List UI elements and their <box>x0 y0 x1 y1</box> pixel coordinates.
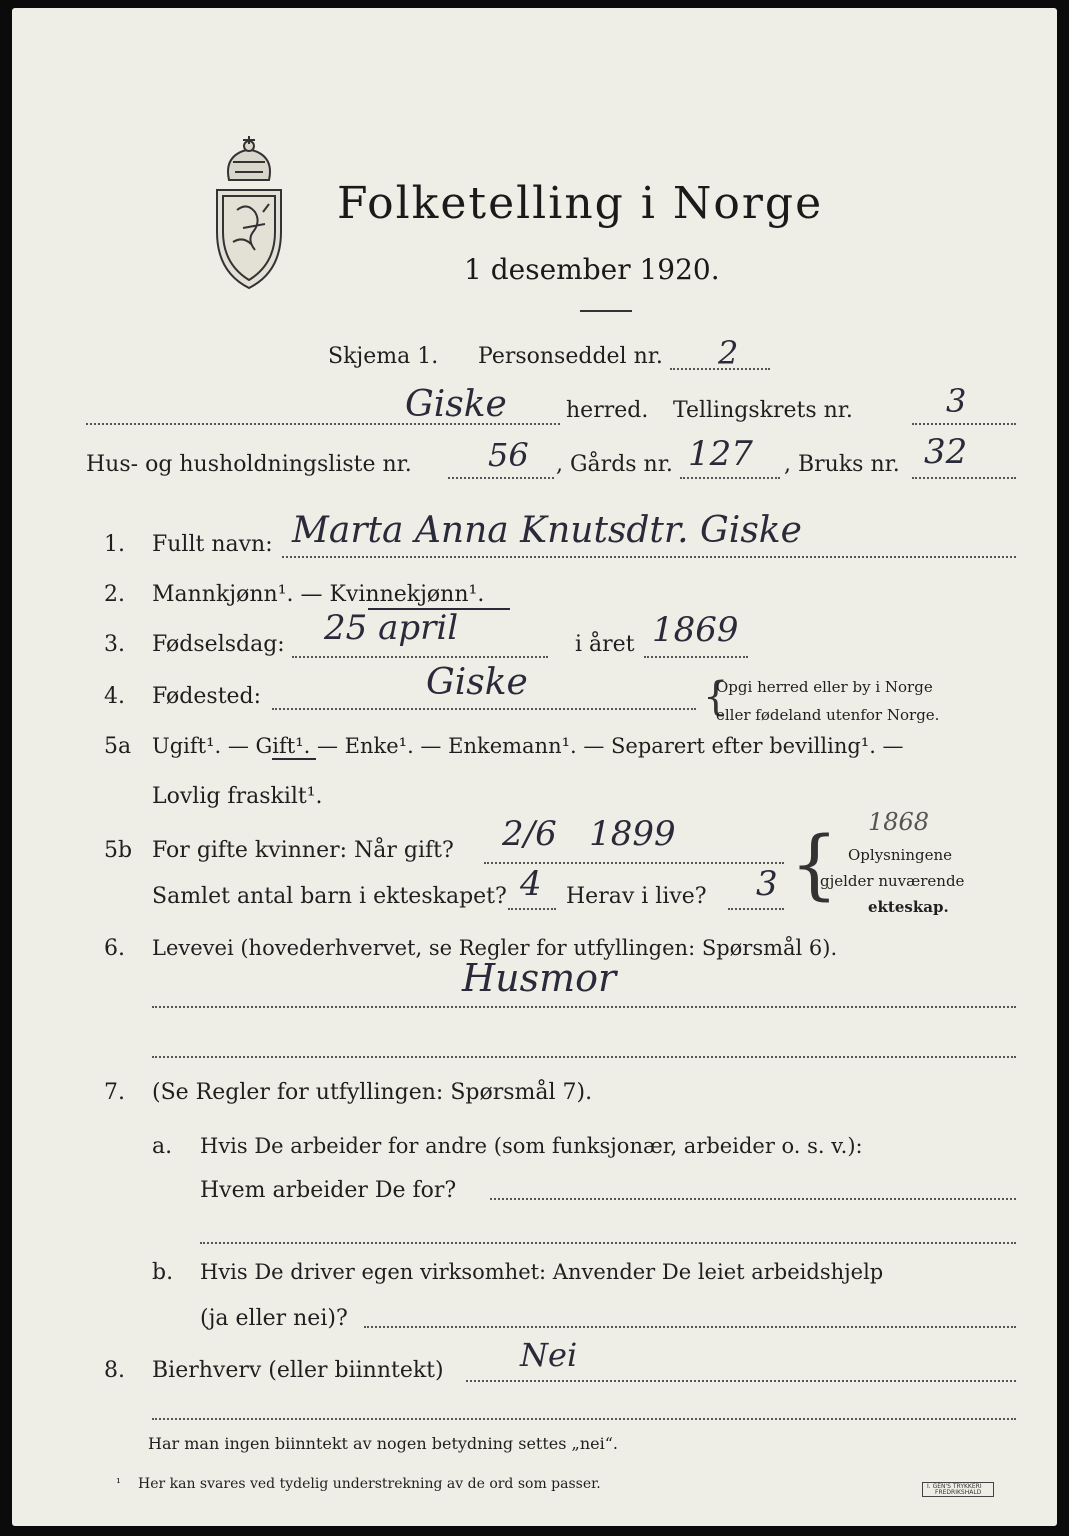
husliste-label: Hus- og husholdningsliste nr. <box>86 452 412 477</box>
q4-value: Giske <box>426 662 528 703</box>
bruks-field-line <box>912 477 1016 479</box>
q8-number: 8. <box>104 1358 125 1383</box>
q1-label: Fullt navn: <box>152 532 273 557</box>
printer-stamp-line1: I. GEN'S TRYKKERI <box>927 1483 982 1490</box>
bruks-value: 32 <box>924 432 968 472</box>
q5a-number: 5a <box>104 734 132 759</box>
q5b-children-field-line <box>508 908 556 910</box>
q5b-alive-value: 3 <box>756 864 778 904</box>
q2-label: Mannkjønn¹. — Kvinnekjønn¹. <box>152 582 485 607</box>
q1-number: 1. <box>104 532 125 557</box>
q8-field-line <box>466 1380 1016 1382</box>
q7b-letter: b. <box>152 1260 174 1285</box>
q7a-label-line2: Hvem arbeider De for? <box>200 1178 457 1203</box>
census-date: 1 desember 1920. <box>464 253 720 286</box>
form-title: Folketelling i Norge <box>337 178 824 229</box>
title-divider <box>580 310 632 312</box>
herred-value: Giske <box>405 384 507 425</box>
tellingskrets-field-line <box>912 423 1016 425</box>
q5b-value: 2/6 1899 <box>502 814 676 854</box>
q3-year-value: 1869 <box>652 610 739 650</box>
q4-note-line1: Opgi herred eller by i Norge <box>716 678 933 696</box>
q8-note: Har man ingen biinntekt av nogen betydning settes „nei“. <box>148 1434 618 1453</box>
q7a-letter: a. <box>152 1134 173 1159</box>
q6-field-line-1 <box>152 1006 1016 1008</box>
q3-year-label: i året <box>575 632 635 657</box>
q7b-field-line <box>364 1326 1016 1328</box>
q6-field-line-2 <box>152 1056 1016 1058</box>
q3-year-field-line <box>644 656 748 658</box>
herred-label: herred. <box>566 398 649 423</box>
q3-value: 25 april <box>324 608 459 648</box>
q5b-note-line3: ekteskap. <box>868 898 949 916</box>
q7-label: (Se Regler for utfyllingen: Spørsmål 7). <box>152 1080 593 1105</box>
q5b-margin-value: 1868 <box>868 808 930 836</box>
tellingskrets-value: 3 <box>946 382 967 420</box>
q4-label: Fødested: <box>152 684 262 709</box>
q6-number: 6. <box>104 936 125 961</box>
q5b-alive-field-line <box>728 908 784 910</box>
q1-value: Marta Anna Knutsdtr. Giske <box>292 510 802 551</box>
personseddel-value: 2 <box>718 334 739 372</box>
husliste-field-line <box>448 477 554 479</box>
q7a-label: Hvis De arbeider for andre (som funksjonær, arbeider o. s. v.): <box>200 1134 863 1158</box>
q5b-brace: { <box>790 819 839 908</box>
q5b-note-line1: Oplysningene <box>848 846 953 864</box>
q7b-label: Hvis De driver egen virksomhet: Anvender De leiet arbeidshjelp <box>200 1260 884 1284</box>
q4-number: 4. <box>104 684 125 709</box>
husliste-value: 56 <box>488 436 529 474</box>
q5b-label: For gifte kvinner: Når gift? <box>152 838 454 863</box>
q7-number: 7. <box>104 1080 125 1105</box>
q5b-children-value: 4 <box>520 864 542 904</box>
q5a-label-line2: Lovlig fraskilt¹. <box>152 784 323 809</box>
q5b-alive-label: Herav i live? <box>566 884 707 909</box>
gards-value: 127 <box>688 434 753 474</box>
q3-number: 3. <box>104 632 125 657</box>
q6-label: Levevei (hovederhvervet, se Regler for utfyllingen: Spørsmål 6). <box>152 936 838 960</box>
tellingskrets-label: Tellingskrets nr. <box>673 398 853 423</box>
printer-stamp-line2: FREDRIKSHALD <box>935 1489 982 1496</box>
q5b-children-label: Samlet antal barn i ekteskapet? <box>152 884 507 909</box>
q5b-note-line2: gjelder nuværende <box>820 872 965 890</box>
q3-field-line <box>292 656 548 658</box>
gards-field-line <box>680 477 780 479</box>
q5b-number: 5b <box>104 838 133 863</box>
norwegian-coat-of-arms-icon <box>203 132 295 292</box>
q5a-gift-underline <box>272 758 316 760</box>
q6-value: Husmor <box>462 956 617 1000</box>
q4-field-line <box>272 708 696 710</box>
gards-label: , Gårds nr. <box>556 452 673 477</box>
q7a-field-line-1 <box>490 1198 1016 1200</box>
q8-value: Nei <box>520 1336 578 1374</box>
skjema-label: Skjema 1. <box>328 344 439 369</box>
bruks-label: , Bruks nr. <box>784 452 900 477</box>
q8-field-line-2 <box>152 1418 1016 1420</box>
census-form-page <box>12 8 1057 1526</box>
q7b-label-line2: (ja eller nei)? <box>200 1306 348 1331</box>
q7a-field-line-2 <box>200 1242 1016 1244</box>
personseddel-label: Personseddel nr. <box>478 344 663 369</box>
footnote-text: Her kan svares ved tydelig understrekning av de ord som passer. <box>138 1476 601 1492</box>
q4-brace: { <box>703 674 729 720</box>
q2-number: 2. <box>104 582 125 607</box>
q5a-label: Ugift¹. — Gift¹. — Enke¹. — Enkemann¹. — Separert efter bevilling¹. — <box>152 734 904 758</box>
printer-stamp <box>922 1482 994 1497</box>
q3-label: Fødselsdag: <box>152 632 285 657</box>
q1-field-line <box>282 556 1016 558</box>
footnote-mark: ¹ <box>116 1476 121 1490</box>
q4-note-line2: eller fødeland utenfor Norge. <box>716 706 940 724</box>
q8-label: Bierhverv (eller biinntekt) <box>152 1358 444 1383</box>
